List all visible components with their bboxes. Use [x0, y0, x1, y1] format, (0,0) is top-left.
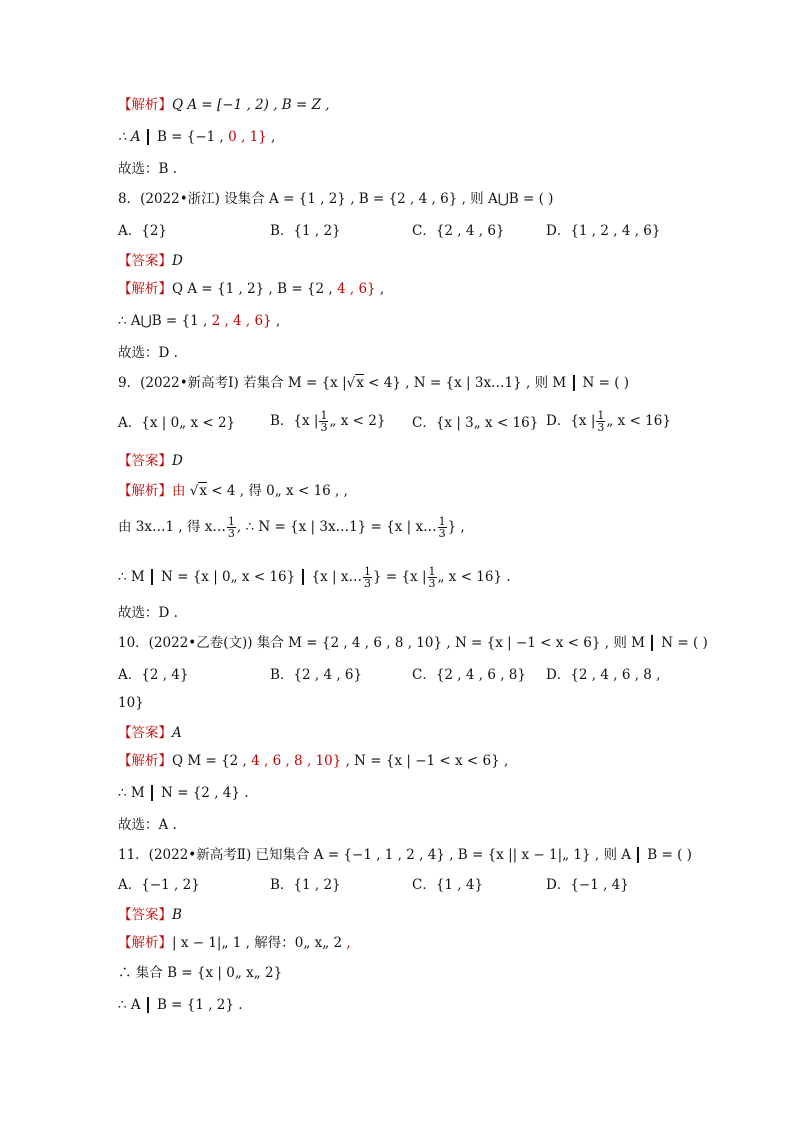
choice-line — [118, 160, 177, 178]
solution-tag: 【解析】 — [118, 483, 172, 499]
solution-tag: 【解析】 — [118, 753, 172, 769]
question-text: N = ( ) — [661, 635, 708, 651]
question-text: < 4} , N = {x | 3x…1} , 则 M — [368, 375, 567, 391]
option-c: C．{2 , 4 , 6 , 8} — [412, 667, 526, 683]
option-c: C．{2 , 4 , 6} — [412, 223, 505, 239]
solution-text: ∴ M — [118, 569, 145, 585]
solution-line — [118, 312, 280, 330]
solution-tag: 【解析】 — [118, 935, 172, 951]
option-text: B．{x | — [270, 413, 319, 429]
choice-text: 故选：D . — [118, 345, 178, 361]
answer-value: D — [172, 253, 183, 269]
solution-line — [118, 128, 275, 146]
sqrt-radicand: x — [356, 375, 364, 391]
solution-line — [118, 784, 249, 802]
answer-tag: 【答案】 — [118, 253, 172, 269]
solution-tag: 【解析】 — [118, 281, 172, 297]
denominator: 3 — [428, 577, 436, 590]
option-c: C．{x | 3„ x < 16} — [412, 415, 539, 431]
option-a: A．{2} — [118, 223, 168, 239]
intersection-symbol — [633, 847, 639, 863]
solution-text: 由 3x…1 , 得 x… — [118, 519, 226, 535]
solution-line — [118, 996, 243, 1014]
solution-text: ∴ A — [118, 997, 141, 1013]
solution-text: < 4 , 得 0„ x < 16 , , — [211, 483, 348, 499]
solution-text-red: 4 , 6} — [332, 281, 376, 297]
solution-text: , N = {x | −1 < x < 6} , — [341, 753, 509, 769]
option-text: D．{x | — [546, 413, 596, 429]
option-c: C．{1 , 4} — [412, 877, 484, 893]
fraction — [363, 566, 372, 589]
solution-text: N = {2 , 4} . — [161, 785, 249, 801]
solution-line — [118, 516, 465, 539]
solution-text: ∴ A — [118, 129, 141, 145]
intersection-symbol — [147, 785, 153, 801]
solution-line — [118, 934, 351, 952]
answer-tag: 【答案】 — [118, 453, 172, 469]
option-d: D．{1 , 2 , 4 , 6} — [546, 223, 661, 239]
choice-text: 故选：B . — [118, 161, 178, 177]
solution-text: Q M = {2 , — [172, 753, 247, 769]
choice-line — [118, 604, 178, 622]
question-text: 9．(2022•新高考Ⅰ) 若集合 M = {x | — [118, 375, 347, 391]
fraction — [227, 516, 236, 539]
denominator: 3 — [227, 527, 235, 540]
fraction — [319, 410, 328, 433]
option-b: B．{1 , 2} — [270, 223, 341, 239]
answer-line — [118, 724, 182, 742]
solution-tag: 【解析】 — [118, 97, 172, 113]
solution-text: B = {1 , 2} . — [156, 997, 243, 1013]
solution-text: {x | x… — [311, 569, 362, 585]
solution-line — [118, 566, 511, 589]
numerator: 1 — [597, 409, 605, 422]
numerator: 1 — [227, 515, 235, 528]
solution-line: 【解析】由 √x < 4 , 得 0„ x < 16 , , — [118, 483, 348, 499]
sqrt-radicand: x — [199, 483, 208, 499]
solution-text: | x − 1|„ 1 , 解得：0„ x„ 2 — [172, 935, 343, 951]
question-text: 10．(2022•乙卷(文)) 集合 M = {2 , 4 , 6 , 8 , 10} , N = {x | −1 < x < 6} , 则 M — [118, 635, 645, 651]
choice-line — [118, 344, 178, 362]
choice-text: 故选：A . — [118, 817, 177, 833]
solution-text: } = {x | — [372, 569, 427, 585]
solution-text: „ x < 16} . — [437, 569, 511, 585]
solution-text: ∴ A⋃B = {1 , — [118, 313, 208, 329]
fraction — [596, 410, 605, 433]
numerator: 1 — [363, 565, 371, 578]
question-text: 8．(2022•浙江) 设集合 A = {1 , 2} , B = {2 , 4 , 6} , 则 A⋃B = ( ) — [118, 191, 554, 207]
solution-text: ∴ M — [118, 785, 145, 801]
numerator: 1 — [438, 515, 446, 528]
solution-text: , — [271, 313, 281, 329]
option-d: D．{−1 , 4} — [546, 877, 629, 893]
intersection-symbol — [143, 129, 149, 145]
option-b: B．{2 , 4 , 6} — [270, 667, 363, 683]
denominator: 3 — [363, 577, 371, 590]
solution-text: Q A = [−1 , 2) , B = Z , — [172, 97, 330, 113]
denominator: 3 — [438, 527, 446, 540]
option-a: A．{x | 0„ x < 2} — [118, 415, 236, 431]
solution-text: Q A = {1 , 2} , B = {2 , — [172, 281, 333, 297]
answer-value: B — [172, 907, 182, 923]
option-text: „ x < 16} — [606, 413, 671, 429]
fraction — [438, 516, 447, 539]
answer-line — [118, 452, 183, 470]
fraction — [428, 566, 437, 589]
solution-text: ∴ 集合 B = {x | 0„ x„ 2} — [118, 965, 283, 981]
option-d-continued: 10} — [118, 695, 144, 711]
option-a: A．{2 , 4} — [118, 667, 189, 683]
answer-tag: 【答案】 — [118, 725, 172, 741]
option-d: D．{2 , 4 , 6 , 8 , — [546, 667, 661, 683]
answer-value: D — [172, 453, 183, 469]
question-text: B = ( ) — [647, 847, 692, 863]
answer-value: A — [172, 725, 182, 741]
option-text: „ x < 2} — [329, 413, 386, 429]
denominator: 3 — [597, 421, 605, 434]
solution-text: , — [266, 129, 276, 145]
answer-tag: 【答案】 — [118, 907, 172, 923]
question-11 — [118, 846, 692, 864]
answer-line — [118, 906, 182, 924]
solution-text-red: , — [342, 935, 351, 951]
intersection-symbol — [297, 569, 303, 585]
choice-line — [118, 816, 177, 834]
solution-line — [118, 280, 384, 298]
question-9: 9．(2022•新高考Ⅰ) 若集合 M = {x |√x < 4} , N = {x | 3x…1} , 则 M N = ( ) — [118, 375, 630, 391]
question-8 — [118, 190, 553, 208]
question-10 — [118, 634, 708, 652]
solution-text: N = {x | 0„ x < 16} — [161, 569, 296, 585]
denominator: 3 — [320, 421, 328, 434]
solution-text: B = {−1 , — [156, 129, 224, 145]
solution-text: } , — [447, 519, 465, 535]
solution-text-red: 4 , 6 , 8 , 10} — [246, 753, 342, 769]
answer-line — [118, 252, 183, 270]
numerator: 1 — [428, 565, 436, 578]
solution-text: , — [375, 281, 385, 297]
choice-text: 故选：D . — [118, 605, 178, 621]
option-b — [270, 410, 385, 433]
solution-text: , ∴ N = {x | 3x…1} = {x | x… — [236, 519, 437, 535]
question-text: 11．(2022•新高考Ⅱ) 已知集合 A = {−1 , 1 , 2 , 4} , B = {x || x − 1|„ 1} , 则 A — [118, 847, 631, 863]
solution-line — [118, 96, 330, 114]
option-a: A．{−1 , 2} — [118, 877, 200, 893]
solution-text-red: 2 , 4 , 6} — [207, 313, 272, 329]
option-d — [546, 410, 671, 433]
option-b: B．{1 , 2} — [270, 877, 341, 893]
intersection-symbol — [647, 635, 653, 651]
solution-text-red: 由 — [172, 483, 186, 499]
question-text: N = ( ) — [582, 375, 630, 391]
intersection-symbol — [568, 375, 574, 391]
numerator: 1 — [320, 409, 328, 422]
solution-text-red: 0 , 1} — [223, 129, 267, 145]
intersection-symbol — [147, 569, 153, 585]
solution-line — [118, 752, 508, 770]
intersection-symbol — [143, 997, 149, 1013]
solution-line — [118, 964, 282, 982]
